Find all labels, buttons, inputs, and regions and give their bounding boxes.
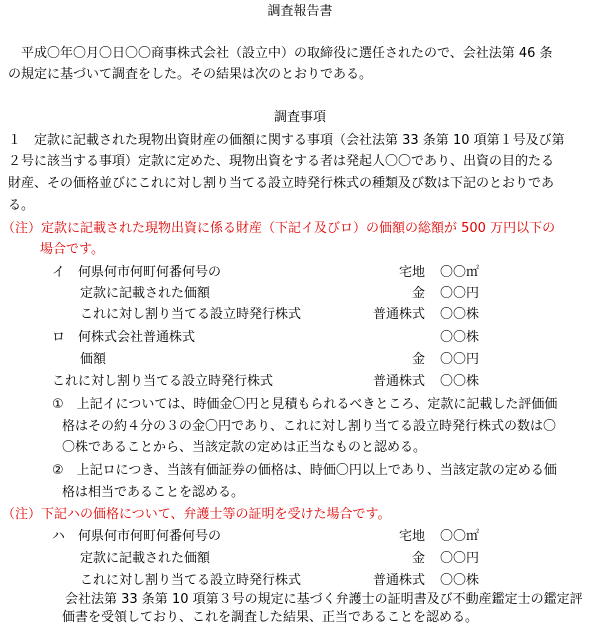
report-title: 調査報告書 bbox=[267, 4, 333, 19]
para1-line-2: 格はその約４分の３の金〇円であり、これに対し割り当てる設立時発行株式の数は〇 bbox=[62, 419, 557, 434]
row-mid: 金 bbox=[411, 286, 425, 301]
row-label: 定款に記載された価額 bbox=[80, 551, 211, 566]
row-value: 〇〇株 bbox=[440, 573, 480, 588]
row-value: 〇〇株 bbox=[440, 330, 480, 345]
item1-line-1: １ 定款に記載された現物出資財産の価額に関する事項（会社法第 33 条第 10 項第１号及び第 bbox=[8, 133, 565, 148]
row-label: ロ 何株式会社普通株式 bbox=[52, 330, 196, 345]
row-label: これに対し割り当てる設立時発行株式 bbox=[80, 573, 302, 588]
row-mid: 普通株式 bbox=[372, 307, 425, 322]
note1-line-2: 場合です。 bbox=[40, 242, 104, 257]
row-value: 〇〇㎡ bbox=[440, 265, 480, 280]
note2: （注）下記ハの価格について、弁護士等の証明を受けた場合です。 bbox=[2, 507, 391, 522]
row-label: イ 何県何市何町何番何号の bbox=[52, 265, 222, 280]
section-heading: 調査事項 bbox=[273, 110, 326, 125]
table-row bbox=[0, 352, 600, 368]
row-mid: 金 bbox=[411, 551, 425, 566]
para1-line-3: 〇株であることから、当該定款の定めは正当なものと認める。 bbox=[62, 440, 427, 455]
row-label: 価額 bbox=[80, 352, 107, 367]
row-value: 〇〇株 bbox=[440, 374, 480, 389]
row-value: 〇〇円 bbox=[440, 286, 480, 301]
table-row bbox=[0, 265, 600, 281]
table-row bbox=[0, 551, 600, 567]
para2-line-1: ② 上記ロにつき、当該有価証券の価格は、時価〇円以上であり、当該定款の定める価 bbox=[52, 463, 557, 478]
row-mid: 普通株式 bbox=[372, 374, 425, 389]
row-label: これに対し割り当てる設立時発行株式 bbox=[52, 374, 274, 389]
table-row bbox=[0, 529, 600, 545]
row-mid: 宅地 bbox=[398, 265, 425, 280]
table-row bbox=[0, 330, 600, 346]
para2-line-2: 格は相当であることを認める。 bbox=[62, 485, 245, 500]
item1-line-2: ２号に該当する事項）定款に定めた、現物出資をする者は発起人〇〇であり、出資の目的たる bbox=[8, 154, 555, 169]
row-mid: 宅地 bbox=[398, 529, 425, 544]
row-mid: 金 bbox=[411, 352, 425, 367]
note1-line-1: （注）定款に記載された現物出資に係る財産（下記イ及びロ）の価額の総額が 500 万円以下の bbox=[2, 221, 556, 236]
row-value: 〇〇円 bbox=[440, 352, 480, 367]
table-row bbox=[0, 573, 600, 589]
row-label: これに対し割り当てる設立時発行株式 bbox=[80, 307, 302, 322]
row-mid: 普通株式 bbox=[372, 573, 425, 588]
table-row bbox=[0, 374, 600, 390]
item1-line-4: る。 bbox=[8, 198, 35, 213]
para3-line-2: 価書を受領しており、これを調査した結果、正当であることを認める。 bbox=[62, 610, 479, 625]
table-row bbox=[0, 286, 600, 302]
row-label: ハ 何県何市何町何番何号の bbox=[52, 529, 222, 544]
para1-line-1: ① 上記イについては、時価金〇円と見積もられるべきところ、定款に記載した評価価 bbox=[52, 397, 558, 412]
intro-line-1: 平成〇年〇月〇日〇〇商事株式会社（設立中）の取締役に選任されたので、会社法第 46 条 bbox=[8, 46, 553, 61]
intro-line-2: の規定に基づいて調査をした。その結果は次のとおりである。 bbox=[8, 67, 373, 82]
row-label: 定款に記載された価額 bbox=[80, 286, 211, 301]
para3-line-1: 会社法第 33 条第 10 項第３号の規定に基づく弁護士の証明書及び不動産鑑定士の鑑定評 bbox=[52, 592, 583, 607]
row-value: 〇〇株 bbox=[440, 307, 480, 322]
row-value: 〇〇円 bbox=[440, 551, 480, 566]
item1-line-3: 財産、その価格並びにこれに対し割り当てる設立時発行株式の種類及び数は下記のとおりであ bbox=[8, 176, 555, 191]
table-row bbox=[0, 307, 600, 323]
row-value: 〇〇㎡ bbox=[440, 529, 480, 544]
